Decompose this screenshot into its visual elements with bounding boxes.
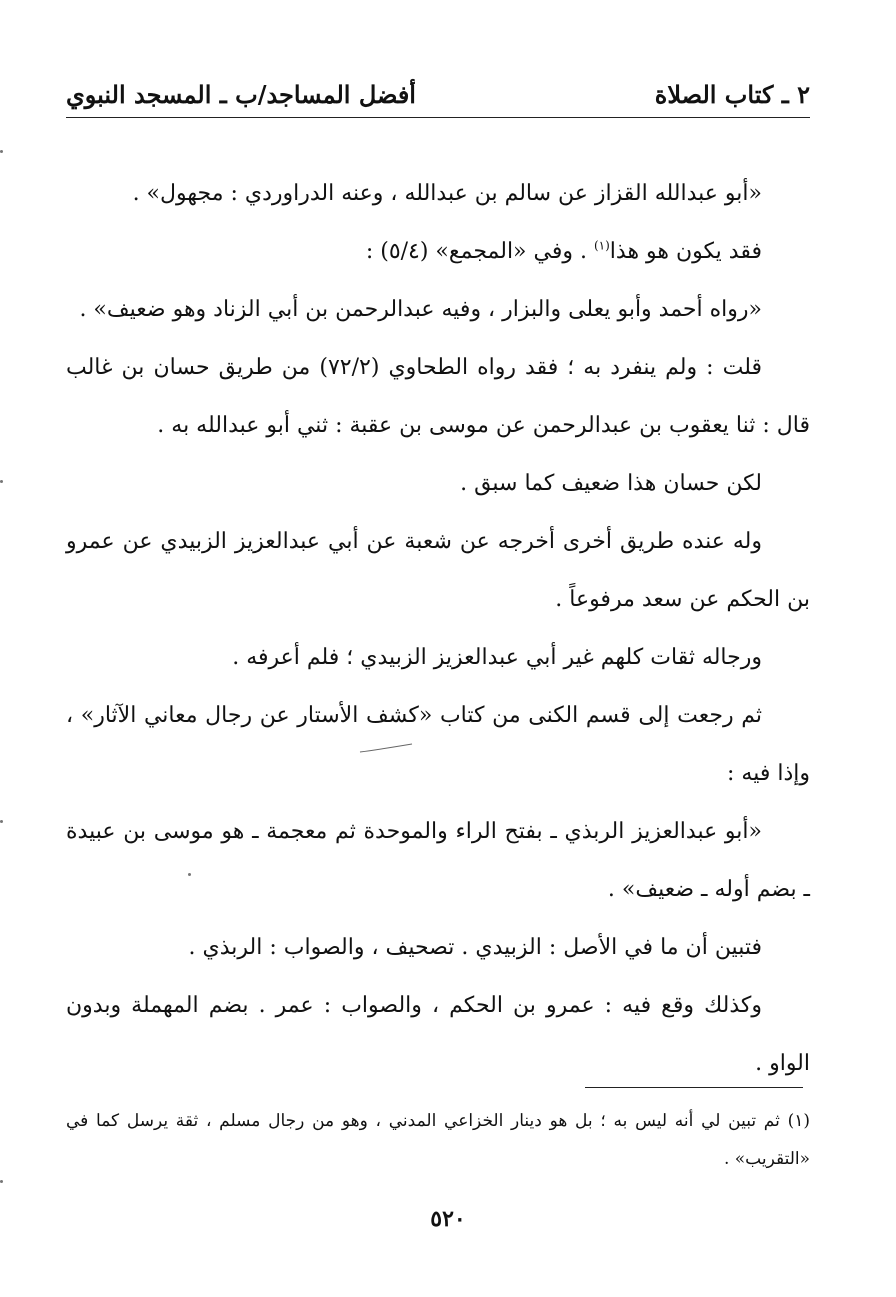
paper-speck <box>0 480 3 483</box>
paragraph-amr-correction: وكذلك وقع فيه : عمرو بن الحكم ، والصواب : عمر . بضم المهملة وبدون الواو . <box>66 993 810 1076</box>
paragraph-kashf-al-astar: ثم رجعت إلى قسم الكنى من كتاب «كشف الأستار عن رجال معاني الآثار» ، وإذا فيه : <box>66 703 810 786</box>
paper-speck <box>0 820 3 823</box>
paper-speck <box>0 150 3 153</box>
paragraph-quote-rabadhi: «أبو عبدالعزيز الربذي ـ بفتح الراء والموحدة ثم معجمة ـ هو موسى بن عبيدة ـ بضم أوله ـ ضعيف» . <box>66 819 810 902</box>
main-text <box>66 165 810 1093</box>
stray-pen-mark <box>358 742 414 754</box>
paragraph-hassan-weak: لكن حسان هذا ضعيف كما سبق . <box>460 471 762 496</box>
running-header <box>66 70 810 120</box>
header-divider <box>66 117 810 118</box>
paragraph-quote-ahmad: «رواه أحمد وأبو يعلى والبزار ، وفيه عبدالرحمن بن أبي الزناد وهو ضعيف» . <box>79 297 762 322</box>
paragraph-narrators: ورجاله ثقات كلهم غير أبي عبدالعزيز الزبيدي ؛ فلم أعرفه . <box>232 645 762 670</box>
page-number: ٥٢٠ <box>430 1206 466 1232</box>
footnote: (١) ثم تبين لي أنه ليس به ؛ بل هو دينار الخزاعي المدني ، وهو من رجال مسلم ، ثقة يرسل كما في «التقريب» . <box>66 1111 810 1169</box>
paragraph-majma-intro <box>66 223 810 281</box>
paragraph-correction: فتبين أن ما في الأصل : الزبيدي . تصحيف ، والصواب : الربذي . <box>188 935 762 960</box>
footnote-reference[interactable]: (١) <box>593 238 610 253</box>
paper-speck <box>0 1180 3 1183</box>
paragraph-quote-qazzaz: «أبو عبدالله القزاز عن سالم بن عبدالله ، وعنه الدراوردي : مجهول» . <box>132 181 762 206</box>
paper-speck <box>188 873 191 876</box>
paragraph-text-end: . وفي «المجمع» (٥/٤) : <box>365 239 594 264</box>
paragraph-tahawi: قلت : ولم ينفرد به ؛ فقد رواه الطحاوي (٧٢/٢) من طريق حسان بن غالب قال : ثنا يعقوب بن عبدالرحمن عن موسى بن عقبة : ثني أبو عبدالله به . <box>66 355 810 438</box>
footnote-divider <box>585 1087 803 1088</box>
paragraph-text-start: فقد يكون هو هذا <box>609 239 762 264</box>
paragraph-another-route: وله عنده طريق أخرى أخرجه عن شعبة عن أبي عبدالعزيز الزبيدي عن عمرو بن الحكم عن سعد مرفوعاً . <box>66 529 810 612</box>
header-section-title: أفضل المساجد/ب ـ المسجد النبوي <box>66 80 416 109</box>
header-chapter-title: ٢ ـ كتاب الصلاة <box>654 80 810 109</box>
